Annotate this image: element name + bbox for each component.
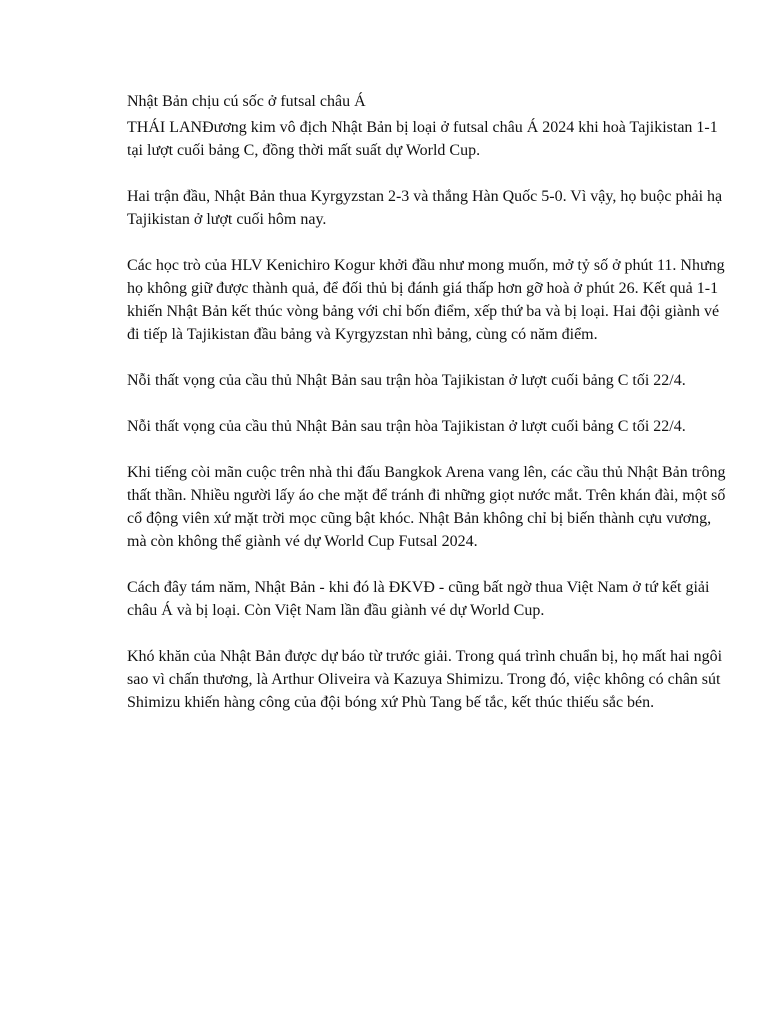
article-paragraph: Hai trận đầu, Nhật Bản thua Kyrgyzstan 2-3 và thắng Hàn Quốc 5-0. Vì vậy, họ buộc phải hạ Tajikistan ở lượt cuối hôm nay.: [127, 188, 723, 228]
article-paragraph: Khi tiếng còi mãn cuộc trên nhà thi đấu Bangkok Arena vang lên, các cầu thủ Nhật Bản trông thất thần. Nhiều người lấy áo che mặt để tránh đi những giọt nước mắt. Trên khán đài, một số cổ động viên xứ mặt trời mọc cũng bật khóc. Nhật Bản không chỉ bị biến thành cựu vương, mà còn không thể giành vé dự World Cup Futsal 2024.: [127, 464, 726, 550]
article-paragraph: Cách đây tám năm, Nhật Bản - khi đó là ĐKVĐ - cũng bất ngờ thua Việt Nam ở tứ kết giải châu Á và bị loại. Còn Việt Nam lần đầu giành vé dự World Cup.: [127, 579, 710, 619]
article-body: [127, 90, 727, 737]
article-title: Nhật Bản chịu cú sốc ở futsal châu Á: [127, 93, 366, 110]
photo-caption: Nỗi thất vọng của cầu thủ Nhật Bản sau trận hòa Tajikistan ở lượt cuối bảng C tối 22/4.: [127, 418, 686, 435]
photo-caption: Nỗi thất vọng của cầu thủ Nhật Bản sau trận hòa Tajikistan ở lượt cuối bảng C tối 22/4.: [127, 372, 686, 389]
article-paragraph-lead: THÁI LANĐương kim vô địch Nhật Bản bị loại ở futsal châu Á 2024 khi hoà Tajikistan 1-1 tại lượt cuối bảng C, đồng thời mất suất dự World Cup.: [127, 119, 718, 159]
article-paragraph: Các học trò của HLV Kenichiro Kogur khởi đầu như mong muốn, mở tỷ số ở phút 11. Nhưng họ không giữ được thành quả, để đối thủ bị đánh giá thấp hơn gỡ hoà ở phút 26. Kết quả 1-1 khiến Nhật Bản kết thúc vòng bảng với chỉ bốn điểm, xếp thứ ba và bị loại. Hai đội giành vé đi tiếp là Tajikistan đầu bảng và Kyrgyzstan nhì bảng, cùng có năm điểm.: [127, 257, 725, 343]
article-paragraph: Khó khăn của Nhật Bản được dự báo từ trước giải. Trong quá trình chuẩn bị, họ mất hai ngôi sao vì chấn thương, là Arthur Oliveira và Kazuya Shimizu. Trong đó, việc không có chân sút Shimizu khiến hàng công của đội bóng xứ Phù Tang bế tắc, kết thúc thiếu sắc bén.: [127, 648, 723, 711]
